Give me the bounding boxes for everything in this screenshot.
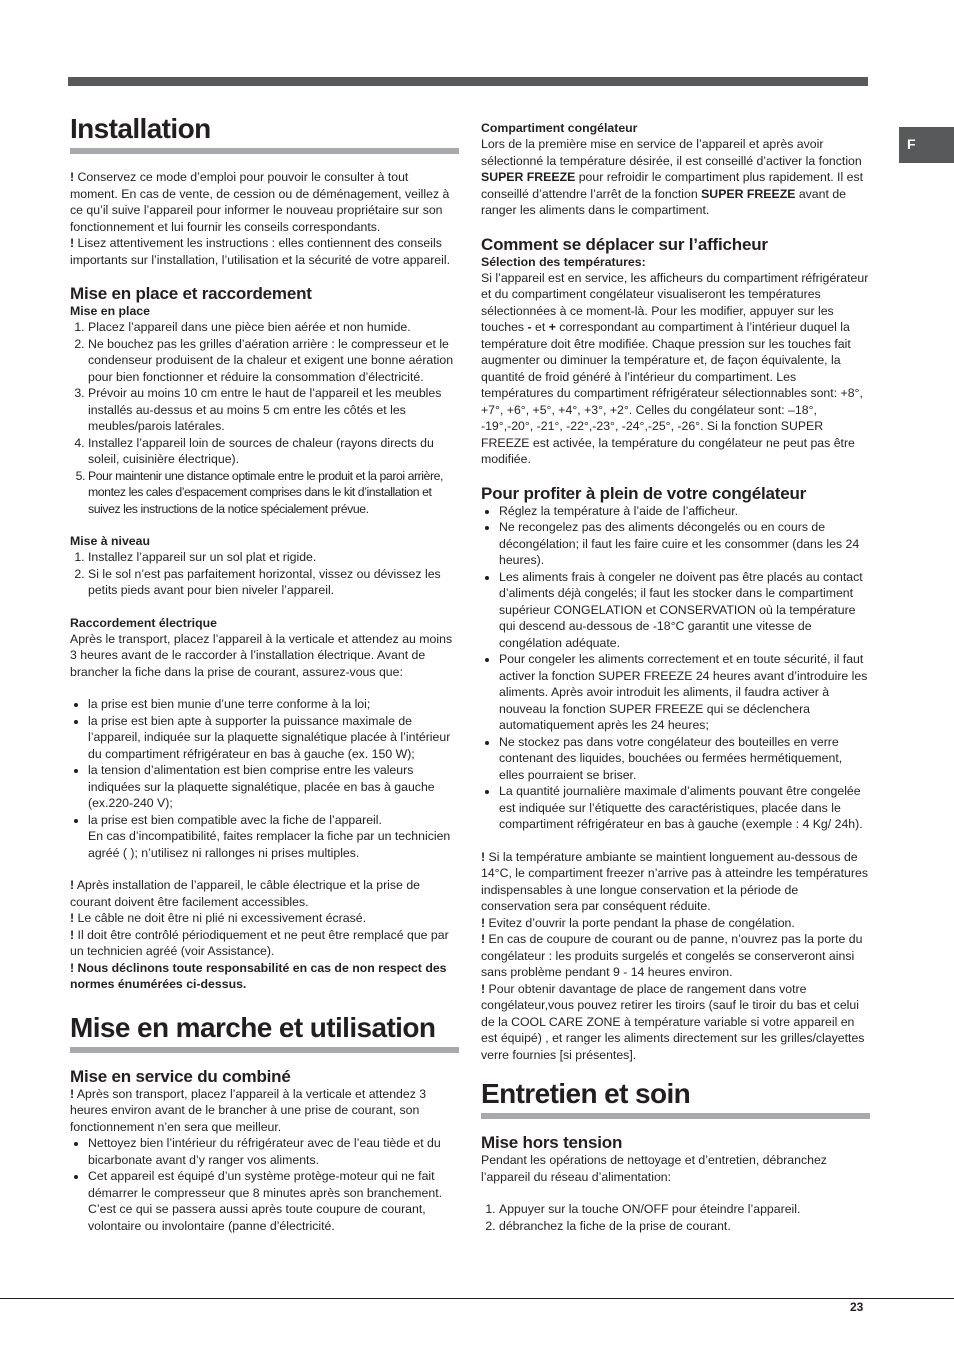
language-tab: F (899, 127, 954, 163)
subheading-compartiment-congelateur: Compartiment congélateur (481, 121, 638, 135)
heading-mise-en-marche: Mise en marche et utilisation (70, 1011, 459, 1053)
list-item: • La quantité journalière maximale d’aliments pouvant être congelée est indiquée sur l’étiquette des caractéristiques, placée dans le compartiment réfrigérateur en bas à gauche (exemple : 4 Kg/ 24h). (499, 783, 870, 833)
left-column (70, 112, 459, 1234)
service-intro: ! Après son transport, placez l’appareil à la verticale et attendez 3 heures environ avant de le brancher à une prise de courant, son fonctionnement n’en sera que meilleur. (70, 1086, 427, 1134)
raccordement-intro: Après le transport, placez l’appareil à la verticale et attendez au moins 3 heures avant de le raccorder à l’installation électrique. Avant de brancher la fiche dans la prise de courant, assurez-vous que: (70, 631, 453, 679)
list-item: • Cet appareil est équipé d’un système protège-moteur qui ne fait démarrer le compresseur que 8 minutes après son branchement. C’est ce qui se passera aussi après toute coupure de courant, volontaire ou involontaire (panne d’électricité. (88, 1168, 459, 1234)
warning-note: ! Si la température ambiante se maintient longuement au-dessous de 14°C, le compartiment freezer n’arrive pas à atteindre les températures indispensables à une longue conservation et la période de conservation sera par conséquent réduite. (481, 849, 868, 913)
electrical-warnings (70, 877, 459, 993)
header-rule (68, 77, 868, 86)
list-item: • la tension d’alimentation est bien comprise entre les valeurs indiquées sur la plaquette signalétique, placée en bas à gauche (ex.220-240 V); (88, 762, 459, 812)
subheading-mise-a-niveau: Mise à niveau (70, 534, 150, 548)
list-item: 4. Installez l’appareil loin de sources de chaleur (rayons directs du soleil, cuisinière électrique). (88, 435, 459, 468)
mise-a-niveau-list (70, 549, 459, 599)
subheading-selection-temperatures: Sélection des températures: (481, 254, 646, 269)
page-number: 23 (850, 1300, 864, 1314)
list-item: 2. Si le sol n’est pas parfaitement horizontal, vissez ou dévissez les petits pieds avant pour bien niveler l’appareil. (88, 566, 459, 599)
liability-note: ! Nous déclinons toute responsabilité en cas de non respect des normes énumérées ci-dessus. (70, 960, 447, 991)
warning-note: ! Pour obtenir davantage de place de rangement dans votre congélateur,vous pouvez retirer les tiroirs (sauf le tiroir du bas et celui de la COOL CARE ZONE à température variable si votre appareil en est équipé) , et ranger les aliments directement sur les grilles/clayettes verre fournies [si présentes]. (481, 981, 865, 1062)
list-item: • Réglez la température à l’aide de l’afficheur. (499, 503, 870, 520)
list-item: • la prise est bien compatible avec la fiche de l’appareil. En cas d’incompatibilité, faites remplacer la fiche par un technicien agréé ( ); n’utilisez ni rallonges ni prises multiples. (88, 812, 459, 862)
list-item: 3. Prévoir au moins 10 cm entre le haut de l’appareil et les meubles installés au-dessus et au moins 5 cm entre les côtés et les meubles/parois latérales. (88, 385, 459, 435)
congelateur-paragraph: Lors de la première mise en service de l’appareil et après avoir sélectionné la température désirée, il est conseillé d’activer la fonction SUPER FREEZE pour refroidir le compartiment plus rapidement. Il est conseillé d’attendre l’arrêt de la fonction SUPER FREEZE avant de ranger les aliments dans le compartiment. (481, 137, 864, 217)
list-item: • Pour congeler les aliments correctement et en toute sécurité, il faut activer la fonction SUPER FREEZE 24 heures avant d’introduire les aliments. Après avoir introduit les aliments, il faudra activer à nouveau la fonction SUPER FREEZE qui se déclenchera automatiquement après les 24 heures; (499, 651, 870, 734)
intro-note-1: ! Conservez ce mode d’emploi pour pouvoir le consulter à tout moment. En cas de vente, de cession ou de déménagement, veillez à ce qu’il suive l’appareil pour informer le nouveau propriétaire sur son fonctionnement et lui fournir les conseils correspondants. (70, 170, 450, 234)
profiter-list (481, 503, 870, 833)
heading-mise-en-place-raccordement: Mise en place et raccordement (70, 284, 312, 303)
right-column (481, 120, 870, 1234)
list-item: • la prise est bien apte à supporter la puissance maximale de l’appareil, indiquée sur la plaquette signalétique placée à l’intérieur du compartiment réfrigérateur en bas à gauche (ex. 150 W); (88, 713, 459, 763)
list-item: • Les aliments frais à congeler ne doivent pas être placés au contact d’aliments déjà congelés; il faut les stocker dans le compartiment supérieur CONGELATION et CONSERVATION où la température qui descend au-dessous de -18°C garantit une vitesse de congélation adéquate. (499, 569, 870, 652)
heading-entretien-soin: Entretien et soin (481, 1077, 870, 1119)
freezer-warnings (481, 849, 870, 1064)
list-item: 5. Pour maintenir une distance optimale entre le produit et la paroi arrière, montez les cales d’espacement comprises dans le kit d’installation et suivez les instructions de la notice spécialement prévue. (88, 468, 459, 518)
intro-notes (70, 169, 459, 268)
list-item: 2. débranchez la fiche de la prise de courant. (499, 1218, 870, 1235)
list-item: • Ne recongelez pas des aliments décongelés ou en cours de décongélation; il faut les faire cuire et les consommer (dans les 24 heures). (499, 519, 870, 569)
warning-note: ! Après installation de l’appareil, le câble électrique et la prise de courant doivent être facilement accessibles. (70, 878, 420, 909)
subheading-mise-en-place: Mise en place (70, 304, 150, 318)
footer-rule (0, 1298, 954, 1299)
list-item: • la prise est bien munie d’une terre conforme à la loi; (88, 696, 459, 713)
mise-en-place-list (70, 319, 459, 517)
heading-profiter-congelateur: Pour profiter à plein de votre congélateur (481, 483, 807, 503)
list-item: 1. Placez l’appareil dans une pièce bien aérée et non humide. (88, 319, 459, 336)
raccordement-list (70, 696, 459, 861)
heading-installation: Installation (70, 112, 459, 154)
intro-note-2: ! Lisez attentivement les instructions : elles contiennent des conseils importants sur l’installation, l’utilisation et la sécurité de votre appareil. (70, 236, 451, 267)
list-item: • Ne stockez pas dans votre congélateur des bouteilles en verre contenant des liquides, bouchées ou fermées hermétiquement, elles pourraient se briser. (499, 734, 870, 784)
warning-note: ! Evitez d’ouvrir la porte pendant la phase de congélation. (481, 915, 795, 930)
service-list (70, 1135, 459, 1234)
hors-tension-list (481, 1201, 870, 1234)
list-item: 2. Ne bouchez pas les grilles d’aération arrière : le compresseur et le condenseur produisent de la chaleur et exigent une bonne aération pour bien fonctionner et réduire la consommation d’électricité. (88, 336, 459, 386)
warning-note: ! En cas de coupure de courant ou de panne, n’ouvrez pas la porte du congélateur : les produits surgelés et congelés se conserveront ainsi sans problème pendant 9 - 14 heures environ. (481, 932, 863, 979)
list-item: • Nettoyez bien l’intérieur du réfrigérateur avec de l’eau tiède et du bicarbonate avant d’y ranger vos aliments. (88, 1135, 459, 1168)
warning-note: ! Le câble ne doit être ni plié ni excessivement écrasé. (70, 911, 366, 925)
hors-tension-intro: Pendant les opérations de nettoyage et d’entretien, débranchez l’appareil du réseau d’alimentation: (481, 1153, 827, 1184)
list-item: 1. Installez l’appareil sur un sol plat et rigide. (88, 549, 459, 566)
subheading-raccordement-electrique: Raccordement électrique (70, 615, 217, 630)
afficheur-paragraph: Si l’appareil est en service, les afficheurs du compartiment réfrigérateur et du compartiment congélateur visualiseront les températures sélectionnées à ce moment-là. Pour les modifier, appuyer sur les touches - et + correspondant au compartiment à l’intérieur duquel la température doit être modifiée. Chaque pression sur les touches fait augmenter ou diminuer la température et, de façon équivalente, la quantité de froid généré à l’intérieur du compartiment. Les températures du compartiment réfrigérateur sélectionnables sont: +8°, +7°, +6°, +5°, +4°, +3°, +2°. Celles du congélateur sont: –18°, -19°,-20°, -21°, -22°,-23°, -24°,-25°, -26°. Si la fonction SUPER FREEZE est activée, la température du congélateur ne peut pas être modifiée. (481, 270, 869, 466)
warning-note: ! Il doit être contrôlé périodiquement et ne peut être remplacé que par un technicien agréé (voir Assistance). (70, 927, 449, 958)
heading-mise-en-service: Mise en service du combiné (70, 1066, 291, 1086)
list-item: 1. Appuyer sur la touche ON/OFF pour éteindre l’appareil. (499, 1201, 870, 1218)
heading-afficheur: Comment se déplacer sur l’afficheur (481, 234, 768, 254)
heading-mise-hors-tension: Mise hors tension (481, 1133, 623, 1152)
